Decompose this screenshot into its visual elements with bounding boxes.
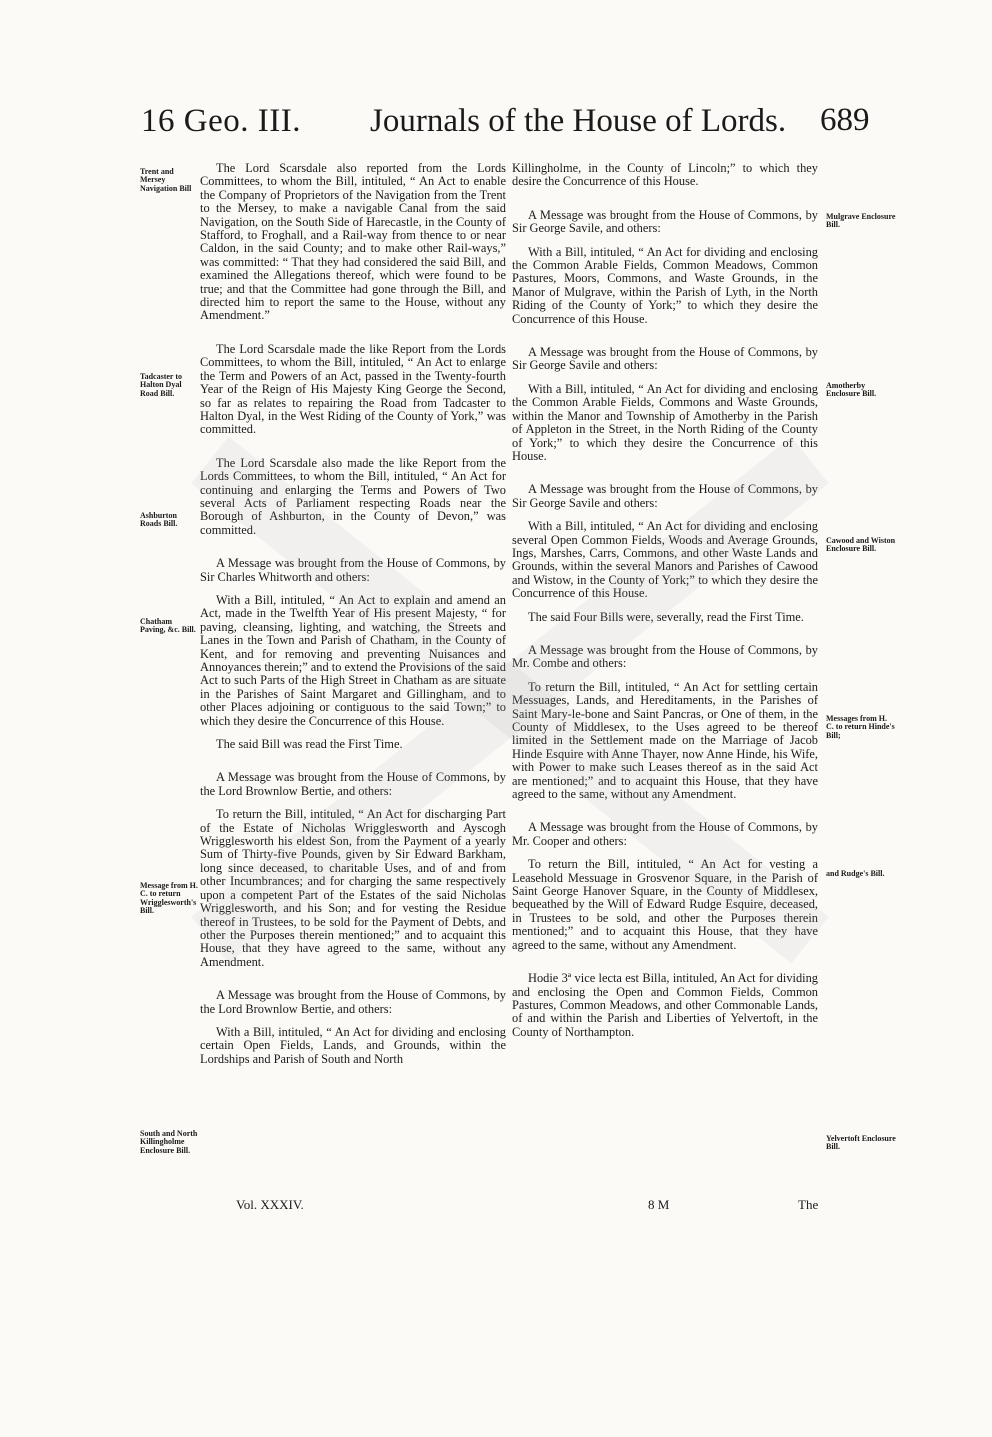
margin-note-hinde: Messages from H. C. to return Hinde's Bill; xyxy=(826,714,895,740)
left-column xyxy=(200,162,506,1066)
margin-note-cawood: Cawood and Wiston Enclosure Bill. xyxy=(826,536,896,554)
entry-paragraph: Killingholme, in the County of Lincoln;” to which they desire the Concurrence of this House. xyxy=(512,161,818,189)
margin-note-mulgrave: Mulgrave Enclosure Bill. xyxy=(826,212,896,230)
signature-mark: 8 M xyxy=(648,1197,670,1212)
margin-note-ashburton: Ashburton Roads Bill. xyxy=(140,511,178,529)
entry-paragraph: With a Bill, intituled, “ An Act for dividing and enclosing the Common Arable Fields, Commons and Waste Grounds, within the Manor and Township of Amotherby in the Parish of Appleton in the Street, in the North Riding of the County of York;” to which they desire the Concurrence of this House. xyxy=(512,381,818,463)
right-column xyxy=(512,162,818,1039)
margin-note-rudge: and Rudge's Bill. xyxy=(826,869,885,878)
entry-paragraph: A Message was brought from the House of Commons, by the Lord Brownlow Bertie, and others: xyxy=(200,988,506,1016)
entry-paragraph: A Message was brought from the House of Commons, by Sir George Savile and others: xyxy=(512,482,818,510)
volume-number: Vol. XXXIV. xyxy=(236,1197,304,1212)
entry-paragraph: To return the Bill, intituled, “ An Act for settling certain Messuages, Lands, and Hereditaments, in the Parishes of Saint Mary-le-bone and Saint Pancras, or One of them, in the County of Middlesex, to the Uses agreed to be thereof limited in the Settlement made on the Marriage of Jacob Hinde Esquire with Anne Thayer, now Anne Hinde, his Wife, with Power to make such Leases thereof as in the said Act are mentioned;” and to acquaint this House, that they have agreed to the same, without any Amendment. xyxy=(512,679,818,802)
entry-paragraph: A Message was brought from the House of Commons, by Sir George Savile, and others: xyxy=(512,207,818,236)
entry-paragraph: The said Bill was read the First Time. xyxy=(216,737,403,752)
entry-paragraph: The Lord Scarsdale made the like Report from the Lords Committees, to whom the Bill, intituled, “ An Act to enlarge the Term and Powers of an Act, passed in the Twenty-fourth Year of the Reign of His Majesty King George the Second, so far as relates to repairing the Road from Tadcaster to Halton Dyal, in the West Riding of the County of York,” was committed. xyxy=(200,341,506,437)
journal-title: Journals of the House of Lords. xyxy=(370,103,787,139)
page-header xyxy=(0,103,992,153)
margin-note-killingholme: South and North Killingholme Enclosure Bill. xyxy=(140,1129,198,1155)
session-year: 16 Geo. III. xyxy=(141,103,301,139)
entry-paragraph: A Message was brought from the House of Commons, by Mr. Combe and others: xyxy=(512,642,818,671)
entry-paragraph: The said Four Bills were, severally, read the First Time. xyxy=(528,609,804,624)
margin-note-trent-mersey: Trent and Mersey Navigation Bill xyxy=(140,167,192,193)
margin-note-amotherby: Amotherby Enclosure Bill. xyxy=(826,381,877,399)
page-number: 689 xyxy=(820,102,870,138)
entry-paragraph: Hodie 3ª vice lecta est Billa, intituled, An Act for dividing and enclosing the Open and Common Fields, Common Pastures, Common Meadows, and other Commonable Lands, of and within the Parish and Liberties of Yelvertoft, in the County of Northampton. xyxy=(512,971,818,1039)
entry-paragraph: With a Bill, intituled, “ An Act for dividing and enclosing certain Open Fields, Lands, and Grounds, within the Lordships and Parish of South and North xyxy=(200,1024,506,1066)
entry-paragraph: To return the Bill, intituled, “ An Act for vesting a Leasehold Messuage in Grosvenor Square, in the Parish of Saint George Hanover Square, in the County of Middlesex, bequeathed by the Will of Edward Rudge Esquire, deceased, in Trustees to be sold, and other the Purposes therein mentioned;” and to acquaint this House, that they have agreed to the same, without any Amendment. xyxy=(512,857,818,952)
margin-note-tadcaster: Tadcaster to Halton Dyal Road Bill. xyxy=(140,372,182,398)
entry-paragraph: With a Bill, intituled, “ An Act for dividing and enclosing several Open Common Fields, Woods and Average Grounds, Ings, Marshes, Carrs, Commons, and other Waste Lands and Grounds, within the several Manors and Parishes of Cawood and Wistow, in the County of York;” to which they desire the Concurrence of this House. xyxy=(512,519,818,601)
entry-paragraph: The Lord Scarsdale also made the like Report from the Lords Committees, to whom the Bill, intituled, “ An Act for continuing and enlarging the Terms and Powers of Two several Acts of Parliament respecting Roads near the Borough of Ashburton, in the County of Devon,” was committed. xyxy=(200,455,506,537)
entry-paragraph: With a Bill, intituled, “ An Act to explain and amend an Act, made in the Twelfth Year of His present Majesty, “ for paving, cleansing, lighting, and watching, the Streets and Lanes in the Town and Parish of Chatham, in the County of Kent, and for removing and preventing Nuisances and Annoyances therein;” and to extend the Provisions of the said Act to such Parts of the High Street in Chatham as are situate in the Parishes of Saint Margaret and Gillingham, and to other Places adjoining or contiguous to the said Town;” to which they desire the Concurrence of this House. xyxy=(200,592,506,728)
entry-paragraph: The Lord Scarsdale also reported from the Lords Committees, to whom the Bill, intituled, “ An Act to enable the Company of Proprietors of the Navigation from the Trent to the Mersey, to make a navigable Canal from the said Navigation, on the South Side of Harecastle, in the County of Stafford, to Froghall, and a Rail-way from thence to or near Caldon, in the said County; and to make other Rail-ways,” was committed: “ That they had considered the said Bill, and examined the Allegations thereof, which were found to be true; and that the Committee had gone through the Bill, and directed him to report the same to the House, without any Amendment.” xyxy=(200,161,506,323)
catchword: The xyxy=(798,1197,819,1212)
margin-note-chatham: Chatham Paving, &c. Bill. xyxy=(140,617,196,635)
entry-paragraph: A Message was brought from the House of Commons, by the Lord Brownlow Bertie, and others: xyxy=(200,770,506,798)
entry-paragraph: With a Bill, intituled, “ An Act for dividing and enclosing the Common Arable Fields, Common Meadows, Common Pastures, Moors, Commons, and Waste Grounds, in the Manor of Mulgrave, within the Parish of Lyth, in the North Riding of the County of York;” to which they desire the Concurrence of this House. xyxy=(512,244,818,326)
entry-paragraph: A Message was brought from the House of Commons, by Sir George Savile and others: xyxy=(512,345,818,373)
entry-paragraph: A Message was brought from the House of Commons, by Sir Charles Whitworth and others: xyxy=(200,556,506,584)
entry-paragraph: To return the Bill, intituled, “ An Act for discharging Part of the Estate of Nicholas Wrigglesworth and Ayscogh Wrigglesworth his eldest Son, from the Payment of a yearly Sum of Thirty-five Pounds, given by Sir Edward Barkham, long since deceased, to charitable Uses, and of and from other Incumbrances; and for charging the same respectively upon a competent Part of the Estates of the said Nicholas Wrigglesworth, and his Son; and for vesting the Residue thereof in Trustees, to be sold for the Payment of Debts, and other the Purposes therein mentioned;” and to acquaint this House, that they have agreed to the same, without any Amendment. xyxy=(200,807,506,969)
margin-note-yelvertoft: Yelvertoft Enclosure Bill. xyxy=(826,1134,896,1152)
margin-note-wrigglesworth: Message from H. C. to return Wrigglesworth's Bill. xyxy=(140,881,198,916)
entry-paragraph: A Message was brought from the House of Commons, by Mr. Cooper and others: xyxy=(512,820,818,848)
